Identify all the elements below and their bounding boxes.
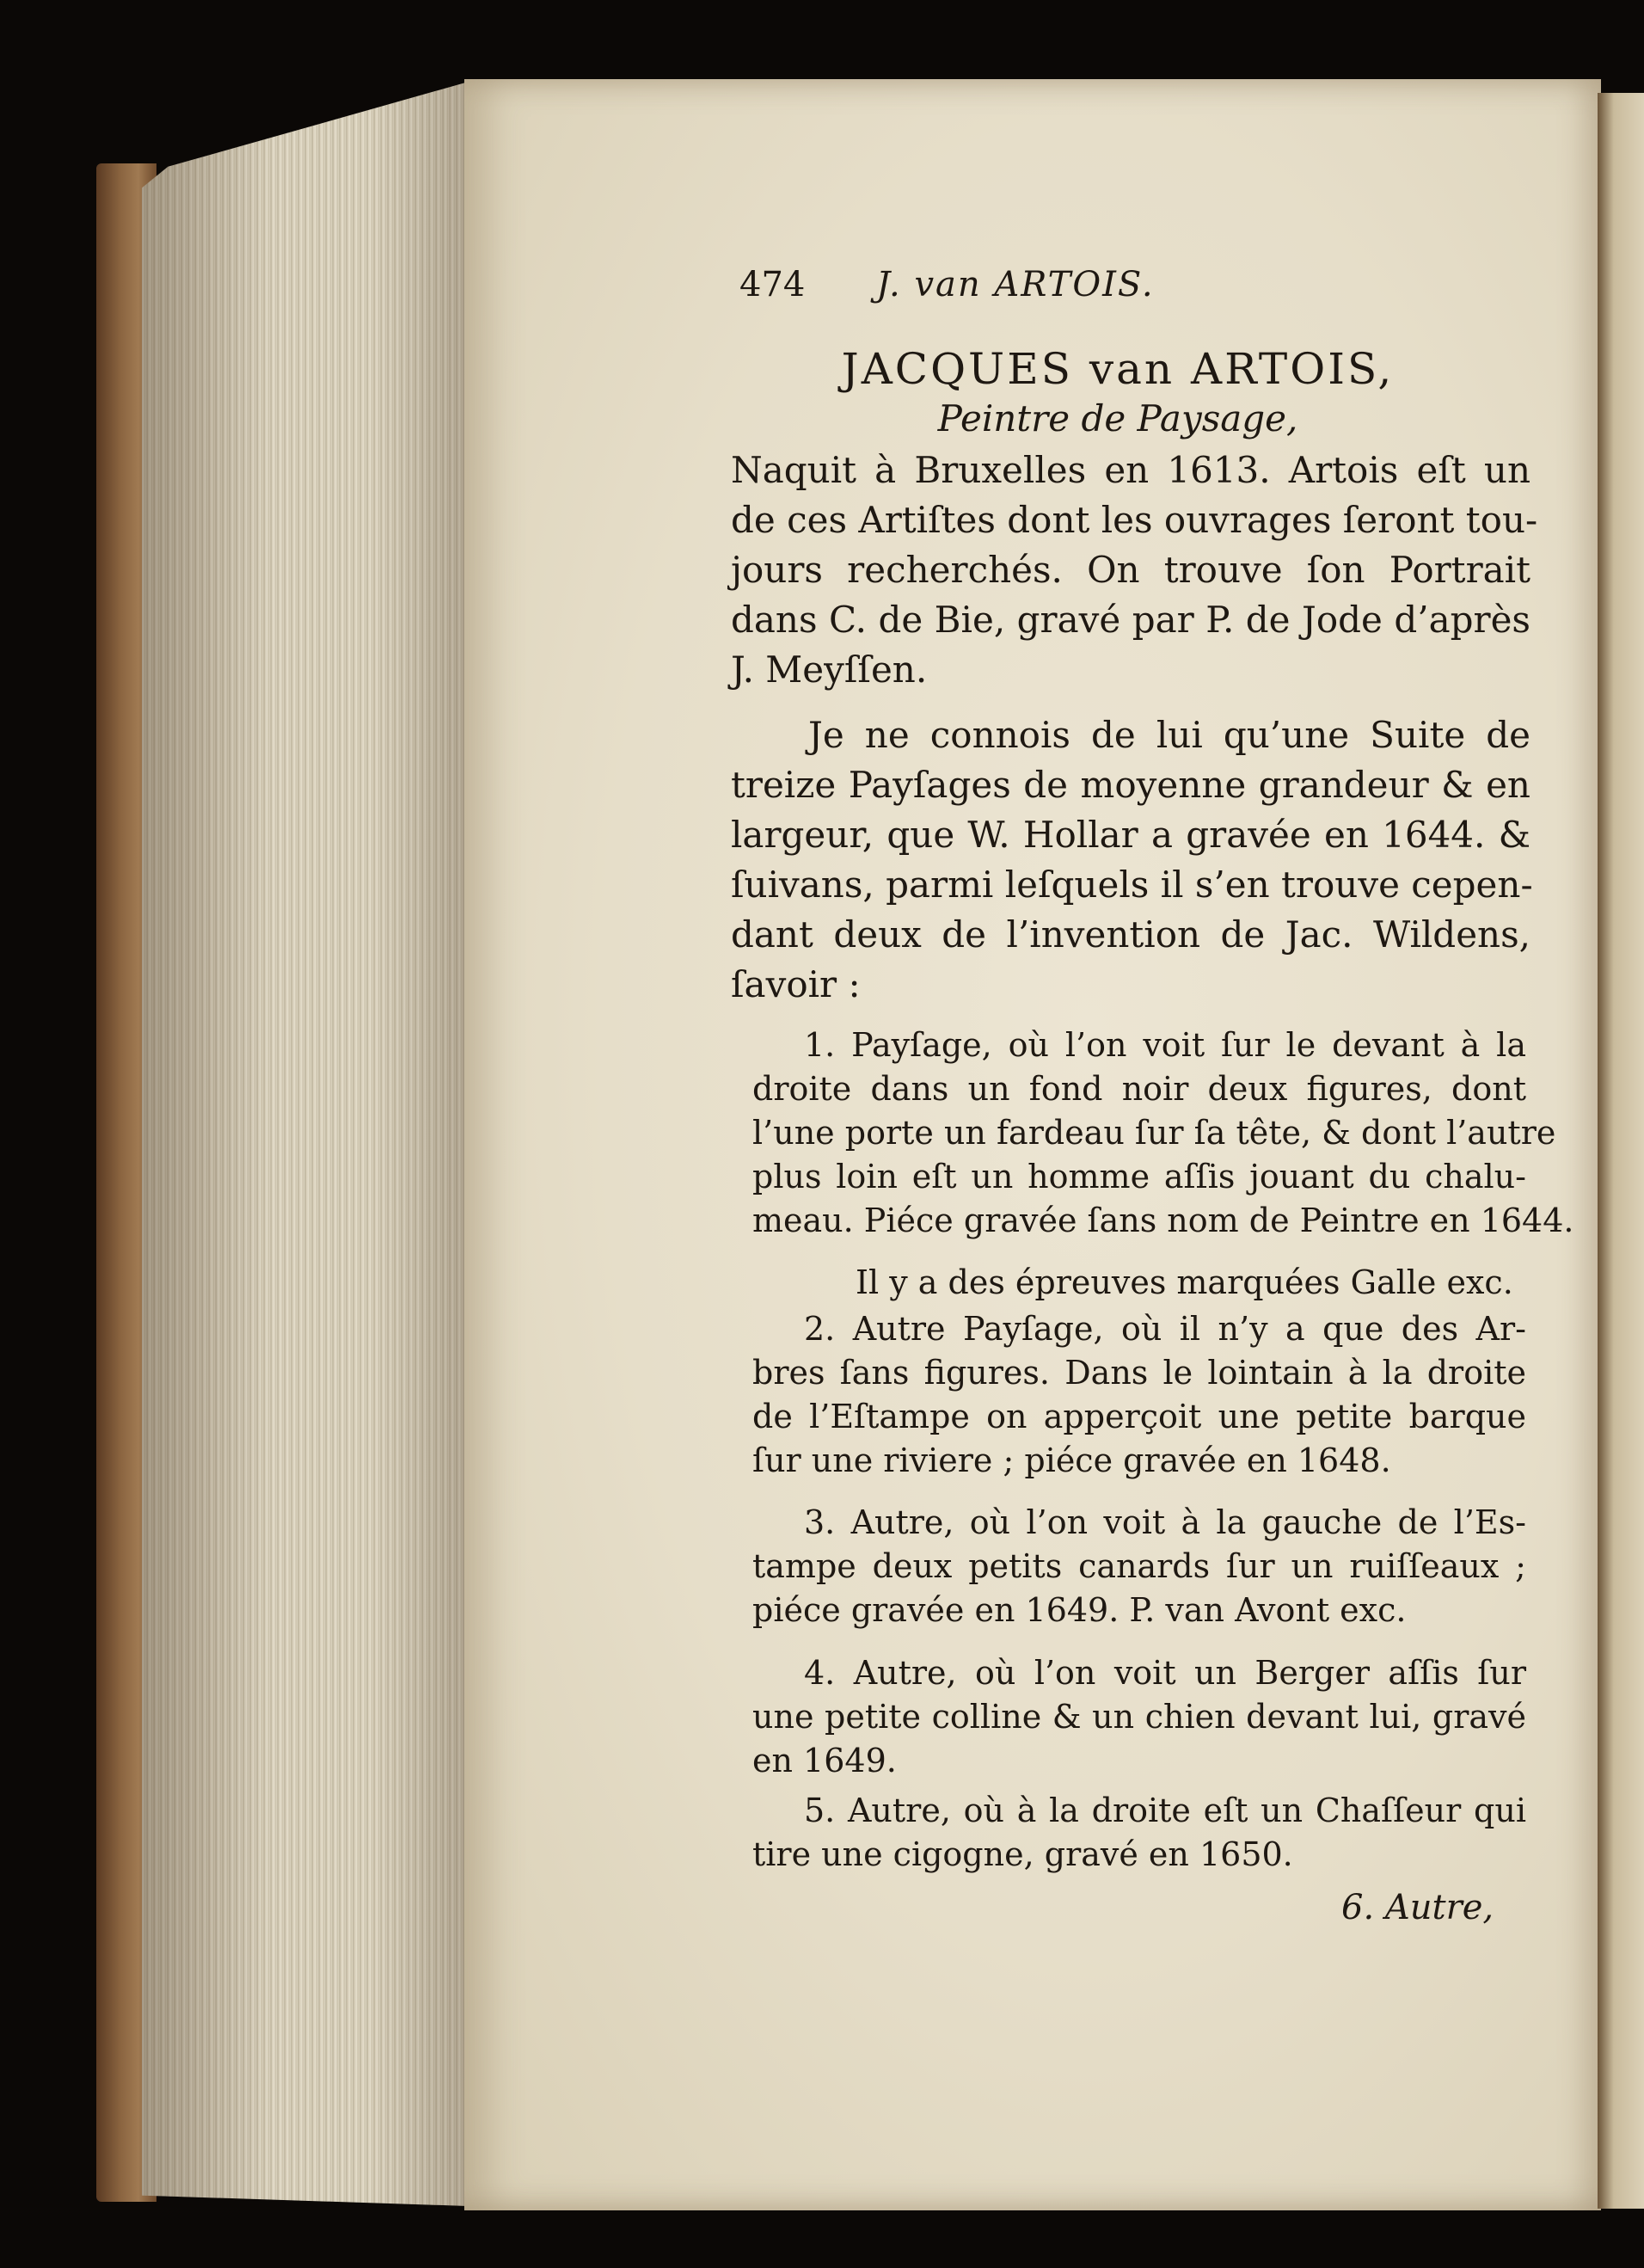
works-paragraph [731,710,1531,1010]
works-line: largeur, que W. Hollar a gravée en 1644. & [731,814,1531,856]
entry-line: l’une porte un fardeau ſur ſa tête, & dont l’autre [752,1114,1556,1152]
page-number: 474 [739,265,806,304]
entry-line: 2. Autre Payſage, où il n’y a que des Ar- [804,1310,1526,1348]
catalogue-entry-1-note [752,1261,1526,1305]
entry-line: en 1649. [752,1742,897,1779]
works-line: dant deux de l’invention de Jac. Wildens, [731,913,1531,956]
entry-line: plus loin eſt un homme aſſis jouant du chalu- [752,1158,1526,1195]
entry-line: 5. Autre, où à la droite eſt un Chaſſeur qui [804,1792,1526,1829]
intro-line: J. Meyſſen. [731,648,928,691]
intro-line: jours recherchés. On trouve ſon Portrait [731,549,1531,591]
works-line: ſuivans, parmi leſquels il s’en trouve cepen- [731,864,1533,906]
entry-line: bres ſans figures. Dans le lointain à la droite [752,1354,1526,1392]
catalogue-entry-1 [752,1023,1574,1243]
works-line: Je ne connois de lui qu’une Suite de [808,714,1531,756]
catalogue-entry-5 [752,1789,1526,1877]
intro-paragraph [731,446,1538,695]
catalogue-entry-3 [752,1501,1526,1632]
running-head-title: J. van ARTOIS. [876,265,1155,304]
catchword: 6. Autre, [1341,1888,1494,1927]
entry-line: meau. Piéce gravée ſans nom de Peintre en 1644. [752,1202,1574,1239]
works-line: treize Payſages de moyenne grandeur & en [731,764,1531,806]
entry-line: tire une cigogne, gravé en 1650. [752,1835,1293,1873]
facing-page-edge [1598,93,1644,2209]
intro-line: Naquit à Bruxelles en 1613. Artois eſt un [731,449,1531,491]
entry-line: 4. Autre, où l’on voit un Berger aſſis ſur [804,1654,1526,1692]
entry-line: de l’Eſtampe on apperçoit une petite barque [752,1398,1526,1435]
intro-line: de ces Artiſtes dont les ouvrages ſeront tou- [731,499,1538,541]
catalogue-entry-2 [752,1307,1526,1483]
entry-line: droite dans un fond noir deux figures, dont [752,1070,1526,1108]
entry-note: Il y a des épreuves marquées Galle exc. [856,1263,1513,1301]
entry-line: piéce gravée en 1649. P. van Avont exc. [752,1591,1407,1629]
entry-title: JACQUES van ARTOIS, [841,344,1395,394]
page-block-shading [142,82,469,2206]
entry-line: une petite colline & un chien devant lui, gravé [752,1698,1526,1736]
running-head [739,265,1513,304]
intro-line: dans C. de Bie, gravé par P. de Jode d’après [731,599,1531,641]
entry-line: tampe deux petits canards ſur un ruiſſeaux ; [752,1547,1526,1585]
entry-line: 3. Autre, où l’on voit à la gauche de l’Es- [804,1503,1526,1541]
entry-line: ſur une riviere ; piéce gravée en 1648. [752,1441,1391,1479]
entry-line: 1. Payſage, où l’on voit ſur le devant à la [804,1026,1526,1064]
catalogue-entry-4 [752,1651,1526,1783]
works-line: ſavoir : [731,963,861,1005]
entry-subtitle: Peintre de Paysage, [937,397,1298,439]
